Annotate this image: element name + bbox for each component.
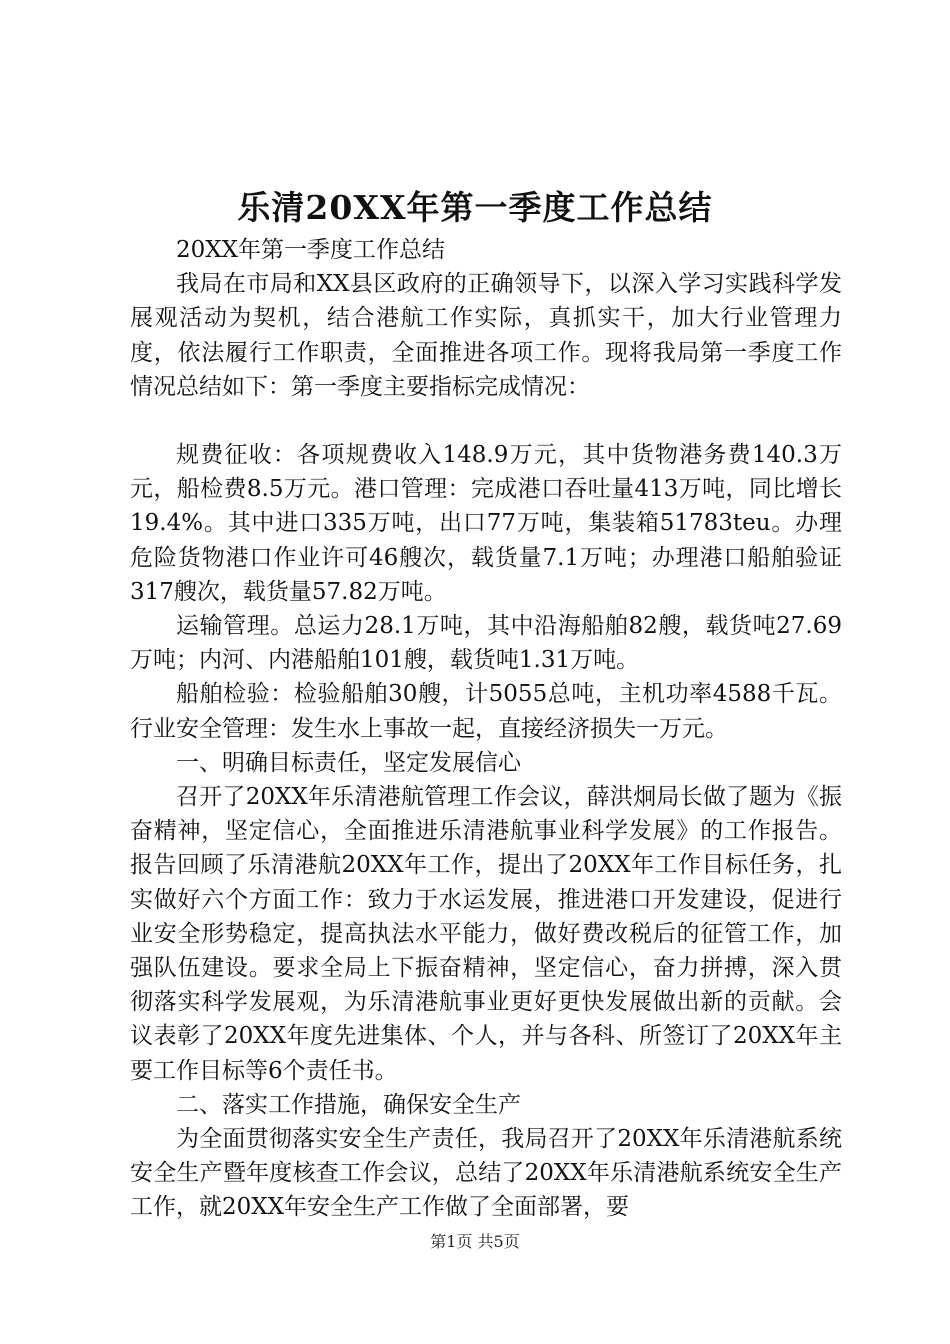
paragraph-inspection: 船舶检验：检验船舶30艘，计5055总吨，主机功率4588千瓦。行业安全管理：发生水上事故一起，直接经济损失一万元。 [130,681,842,742]
document-title: 乐清20XX年第一季度工作总结 [237,188,713,227]
document-body [130,233,842,1225]
paragraph-fees: 规费征收：各项规费收入148.9万元，其中货物港务费140.3万元，船检费8.5万元。港口管理：完成港口吞吐量413万吨，同比增长19.4%。其中进口335万吨，出口77万吨，集装箱51783teu。办理危险货物港口作业许可46艘次，载货量7.1万吨；办理港口船舶验证317艘次，载货量57.82万吨。 [130,442,842,605]
paragraph-intro: 我局在市局和XX县区政府的正确领导下，以深入学习实践科学发展观活动为契机，结合港航工作实际，真抓实干，加大行业管理力度，依法履行工作职责，全面推进各项工作。现将我局第一季度工作情况总结如下：第一季度主要指标完成情况： [130,271,842,400]
paragraph-subtitle: 20XX年第一季度工作总结 [176,237,446,263]
paragraph-meeting: 召开了20XX年乐清港航管理工作会议，薛洪炯局长做了题为《振奋精神，坚定信心，全面推进乐清港航事业科学发展》的工作报告。报告回顾了乐清港航20XX年工作，提出了20XX年工作目标任务，扎实做好六个方面工作：致力于水运发展，推进港口开发建设，促进行业安全形势稳定，提高执法水平能力，做好费改税后的征管工作，加强队伍建设。要求全局上下振奋精神，坚定信心，奋力拼搏，深入贯彻落实科学发展观，为乐清港航事业更好更快发展做出新的贡献。会议表彰了20XX年度先进集体、个人，并与各科、所签订了20XX年主要工作目标等6个责任书。 [130,784,842,1084]
paragraph-safety: 为全面贯彻落实安全生产责任，我局召开了20XX年乐清港航系统安全生产暨年度核查工作会议，总结了20XX年乐清港航系统安全生产工作，就20XX年安全生产工作做了全面部署，要 [130,1126,842,1221]
page-number: 第1页 共5页 [430,1232,520,1251]
section-heading-2: 二、落实工作措施，确保安全生产 [176,1091,521,1118]
section-heading-1: 一、明确目标责任，坚定发展信心 [176,749,521,776]
paragraph-transport: 运输管理。总运力28.1万吨，其中沿海船舶82艘，载货吨27.69万吨；内河、内港船舶101艘，载货吨1.31万吨。 [130,613,842,674]
